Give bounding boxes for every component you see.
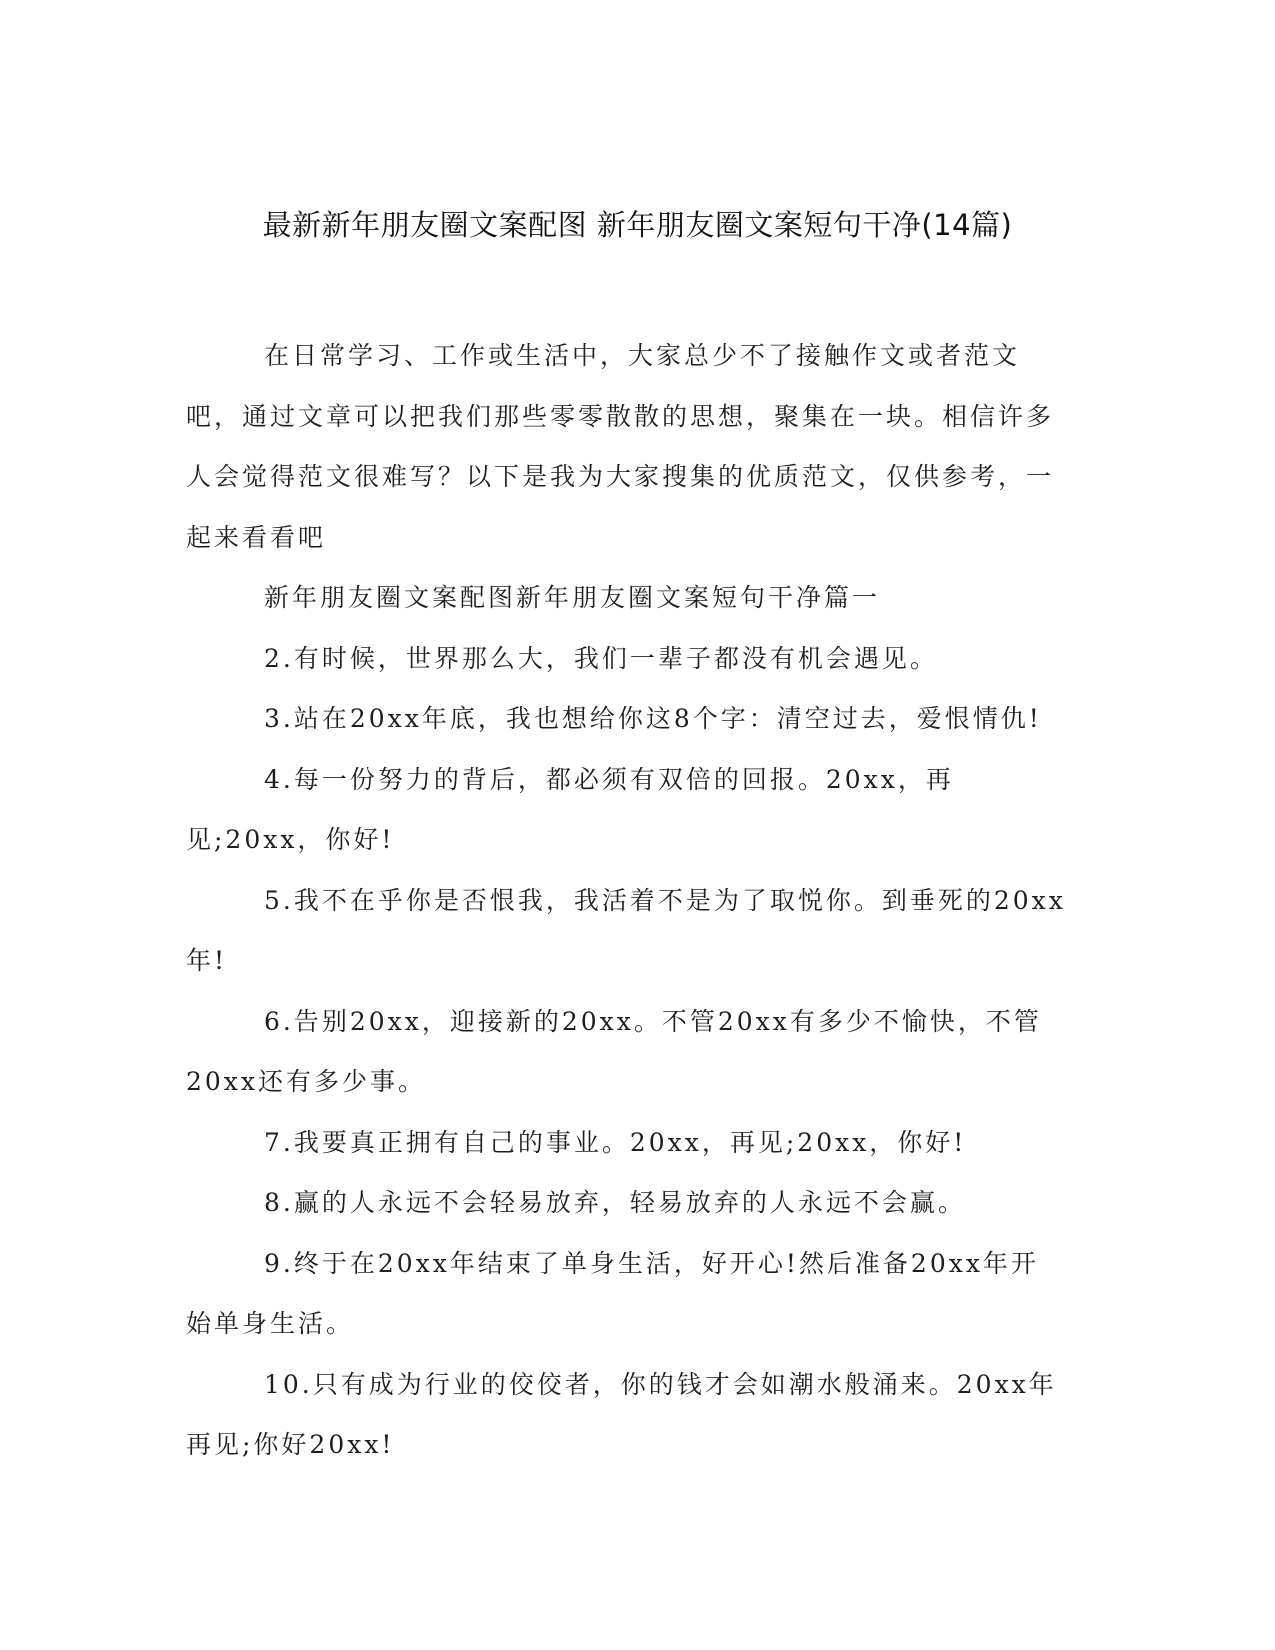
list-item: 6.告别20xx，迎接新的20xx。不管20xx有多少不愉快，不管20xx还有多少事。 (186, 1006, 1042, 1096)
intro-paragraph: 在日常学习、工作或生活中，大家总少不了接触作文或者范文吧，通过文章可以把我们那些零零散散的思想，聚集在一块。相信许多人会觉得范文很难写？以下是我为大家搜集的优质范文，仅供参考，一起来看看吧 (186, 341, 1055, 552)
list-item: 9.终于在20xx年结束了单身生活，好开心!然后准备20xx年开始单身生活。 (186, 1248, 1039, 1338)
document-body (186, 326, 1066, 1476)
document-title: 最新新年朋友圈文案配图 新年朋友圈文案短句干净(14篇) (262, 208, 1013, 242)
list-item: 5.我不在乎你是否恨我，我活着不是为了取悦你。到垂死的20xx年! (186, 885, 1066, 975)
list-item: 2.有时候，世界那么大，我们一辈子都没有机会遇见。 (264, 643, 938, 673)
section-heading: 新年朋友圈文案配图新年朋友圈文案短句干净篇一 (264, 583, 881, 612)
list-item: 10.只有成为行业的佼佼者，你的钱才会如潮水般涌来。20xx年再见;你好20xx! (186, 1369, 1057, 1459)
list-item: 4.每一份努力的背后，都必须有双倍的回报。20xx，再见;20xx，你好! (186, 764, 954, 854)
list-item: 3.站在20xx年底，我也想给你这8个字：清空过去，爱恨情仇! (264, 704, 1042, 733)
list-item: 8.赢的人永远不会轻易放弃，轻易放弃的人永远不会赢。 (264, 1188, 966, 1217)
list-item: 7.我要真正拥有自己的事业。20xx，再见;20xx，你好! (264, 1127, 967, 1157)
